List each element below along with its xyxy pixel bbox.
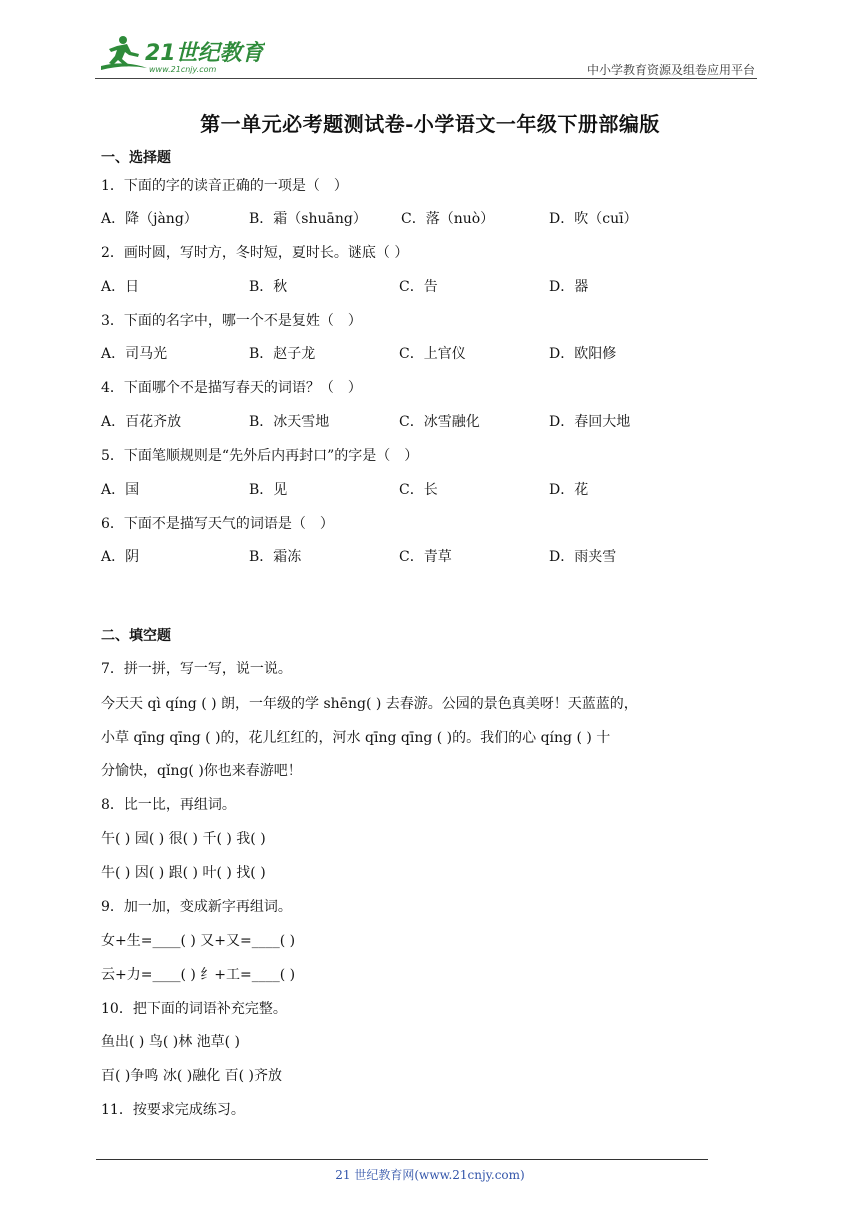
option-d[interactable]: D．花: [549, 482, 589, 498]
question-9: 9．加一加，变成新字再组词。: [101, 899, 292, 915]
fill-line: 今天天 qì qíng ( ) 朗，一年级的学 shēng( ) 去春游。公园的景色真美呀！天蓝蓝的，: [101, 696, 638, 712]
logo: [95, 32, 265, 76]
option-c[interactable]: C．上官仪: [399, 346, 466, 362]
header-divider: [95, 78, 757, 79]
fill-line: 分愉快，qǐng( )你也来春游吧！: [101, 763, 302, 779]
fill-line: 鱼出( ) 鸟( )林 池草( ): [101, 1034, 241, 1050]
platform-name: 中小学教育资源及组卷应用平台: [586, 63, 755, 77]
fill-line: 云+力=____( ) 纟+工=____( ): [101, 967, 296, 983]
option-b[interactable]: B．霜冻: [249, 549, 302, 565]
footer-divider: [96, 1159, 708, 1160]
page-title: 第一单元必考题测试卷-小学语文一年级下册部编版: [200, 112, 660, 136]
option-a[interactable]: A．司马光: [101, 346, 168, 362]
svg-text:www.21cnjy.com: www.21cnjy.com: [149, 65, 217, 74]
option-d[interactable]: D．吹（cuī）: [549, 211, 638, 227]
runner-logo-icon: [95, 32, 265, 76]
question-5: 5．下面笔顺规则是“先外后内再封口”的字是（ ）: [101, 448, 419, 464]
svg-text:21世纪教育: 21世纪教育: [145, 41, 264, 66]
option-c[interactable]: C．青草: [399, 549, 452, 565]
section-heading-fill: 二、填空题: [101, 628, 171, 644]
option-c[interactable]: C．长: [399, 482, 438, 498]
question-1: 1．下面的字的读音正确的一项是（ ）: [101, 178, 348, 194]
option-b[interactable]: B．见: [249, 482, 288, 498]
option-a[interactable]: A．日: [101, 279, 140, 295]
question-7: 7．拼一拼，写一写，说一说。: [101, 661, 292, 677]
option-b[interactable]: B．赵子龙: [249, 346, 316, 362]
fill-line: 百( )争鸣 冰( )融化 百( )齐放: [101, 1068, 283, 1084]
option-b[interactable]: B．秋: [249, 279, 288, 295]
question-10: 10．把下面的词语补充完整。: [101, 1001, 287, 1017]
option-d[interactable]: D．器: [549, 279, 589, 295]
option-a[interactable]: A．阴: [101, 549, 140, 565]
question-2: 2．画时圆，写时方，冬时短，夏时长。谜底（ ）: [101, 245, 409, 261]
page-header: [95, 32, 757, 78]
option-b[interactable]: B．霜（shuāng）: [249, 211, 367, 227]
option-c[interactable]: C．落（nuò）: [401, 211, 495, 227]
footer-link[interactable]: 21 世纪教育网(www.21cnjy.com): [335, 1168, 525, 1182]
section-heading-choice: 一、选择题: [101, 150, 171, 166]
option-a[interactable]: A．百花齐放: [101, 414, 182, 430]
option-a[interactable]: A．国: [101, 482, 140, 498]
option-c[interactable]: C．告: [399, 279, 438, 295]
question-11: 11．按要求完成练习。: [101, 1102, 245, 1118]
fill-line: 小草 qīng qīng ( )的，花儿红红的，河水 qīng qīng ( )的。我们的心 qíng ( ) 十: [101, 730, 611, 746]
fill-line: 女+生=____( ) 又+又=____( ): [101, 933, 296, 949]
option-b[interactable]: B．冰天雪地: [249, 414, 330, 430]
question-6: 6．下面不是描写天气的词语是（ ）: [101, 516, 334, 532]
question-3: 3．下面的名字中，哪一个不是复姓（ ）: [101, 313, 362, 329]
question-4: 4．下面哪个不是描写春天的词语？（ ）: [101, 380, 362, 396]
option-d[interactable]: D．雨夹雪: [549, 549, 617, 565]
option-d[interactable]: D．春回大地: [549, 414, 631, 430]
question-8: 8．比一比，再组词。: [101, 797, 236, 813]
fill-line: 午( ) 园( ) 很( ) 千( ) 我( ): [101, 831, 266, 847]
fill-line: 牛( ) 因( ) 跟( ) 叶( ) 找( ): [101, 865, 266, 881]
option-d[interactable]: D．欧阳修: [549, 346, 617, 362]
option-c[interactable]: C．冰雪融化: [399, 414, 480, 430]
option-a[interactable]: A．降（jàng）: [101, 211, 198, 227]
